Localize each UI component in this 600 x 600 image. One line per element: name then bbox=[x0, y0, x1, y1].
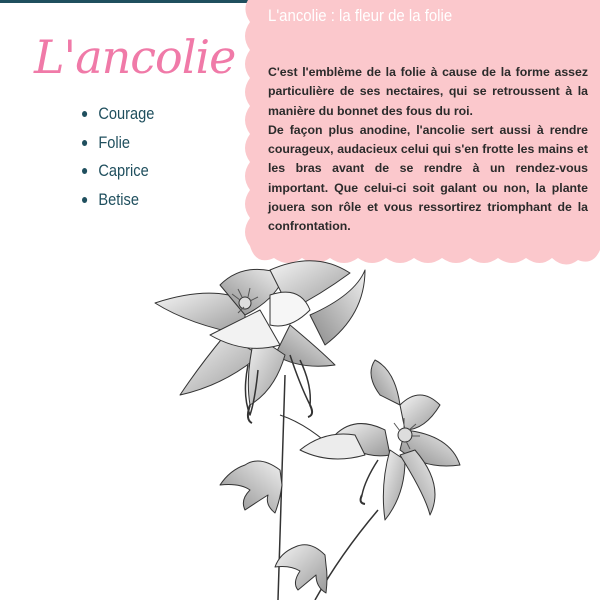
panel-heading: L'ancolie : la fleur de la folie bbox=[268, 6, 453, 25]
page-title: L'ancolie bbox=[34, 30, 236, 84]
panel-body bbox=[268, 63, 588, 237]
trait-label: Betise bbox=[98, 189, 139, 209]
trait-label: Caprice bbox=[98, 161, 149, 180]
panel-paragraph: De façon plus anodine, l'ancolie sert aussi à rendre courageux, audacieux celui qui s'en frotte les mains et les bras avant de se rendre à un rendez-vous important. Que celui-ci soit galant ou non, la plante jouera son rôle et vous ressortirez triomphant de la confrontation. bbox=[268, 122, 588, 234]
trait-label: Folie bbox=[98, 132, 131, 152]
columbine-flower-illustration bbox=[150, 255, 470, 600]
panel-paragraph: C'est l'emblème de la folie à cause de la forme assez particulière de ses nectaires, qui se retroussent à la manière du bonnet des fous du roi. bbox=[268, 65, 588, 118]
trait-label: Courage bbox=[98, 104, 155, 123]
